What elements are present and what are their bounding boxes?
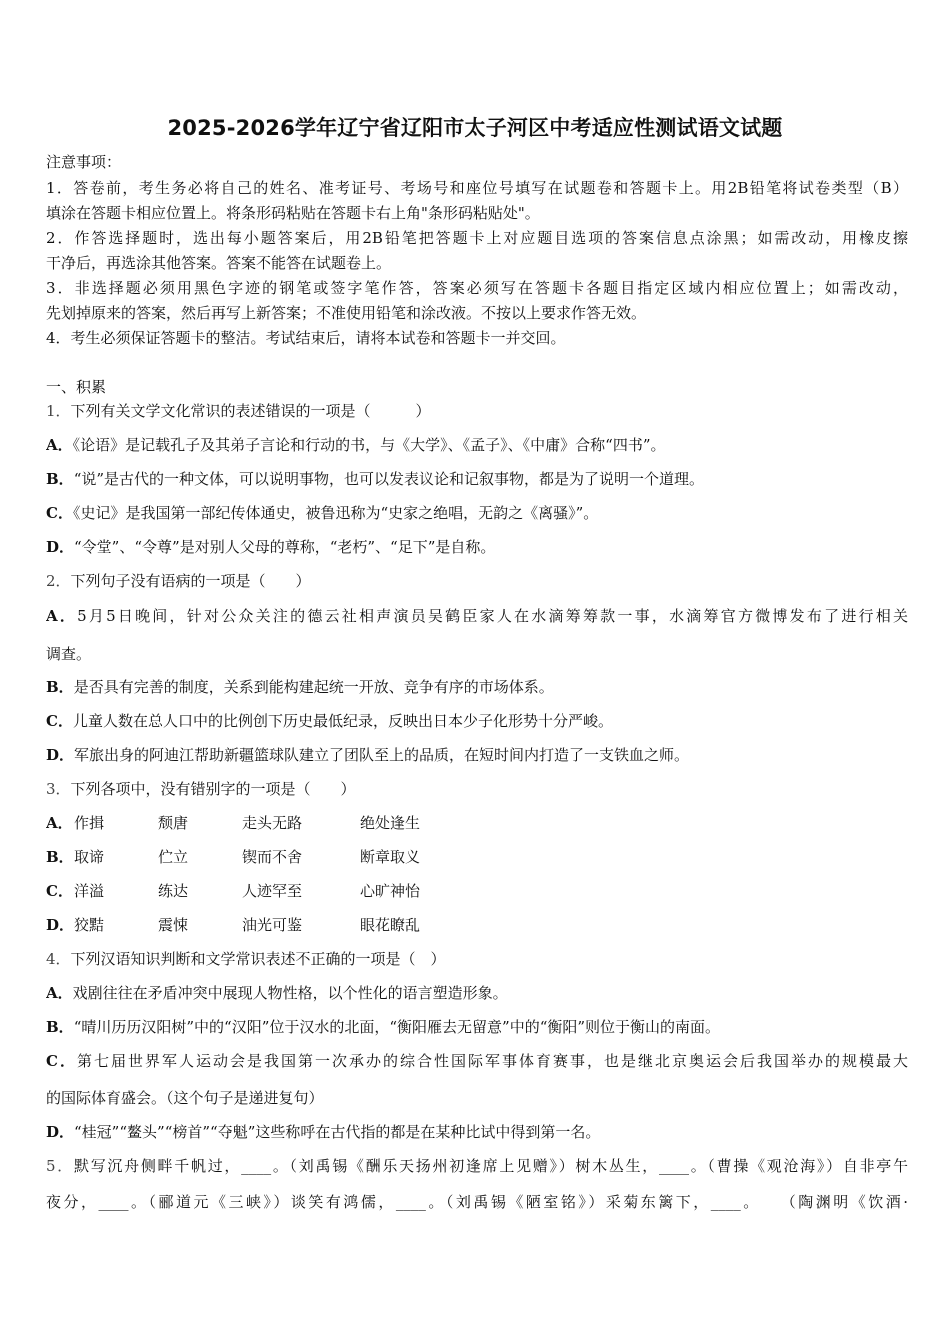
notice-item-3-line-2: 先划掉原来的答案，然后再写上新答案；不准使用铅笔和涂改液。不按以上要求作答无效。 [46, 304, 647, 322]
option-label: B． [46, 848, 74, 866]
option-text: “桂冠”“鳌头”“榜首”“夺魁”这些称呼在古代指的都是在某种比试中得到第一名。 [74, 1123, 601, 1141]
notice-item-2-line-2: 干净后，再选涂其他答案。答案不能答在试题卷上。 [46, 254, 392, 272]
q2-option-d [46, 745, 908, 765]
option-word: 眼花瞭乱 [360, 916, 421, 934]
question-1 [46, 401, 908, 421]
option-word: 震悚 [158, 916, 189, 934]
q4-option-d [46, 1122, 908, 1142]
option-word: 伫立 [158, 848, 189, 866]
option-word: 人迹罕至 [242, 882, 303, 900]
option-label: A． [46, 814, 73, 832]
question-2 [46, 571, 908, 591]
option-word: 心旷神怡 [360, 882, 421, 900]
notice-item-4: 4．考生必须保证答题卡的整洁。考试结束后，请将本试卷和答题卡一并交回。 [46, 329, 566, 347]
option-word: 油光可鉴 [242, 916, 303, 934]
question-number: 2． [46, 572, 71, 590]
option-label: C． [46, 504, 73, 522]
option-word: 洋溢 [74, 882, 105, 900]
question-number: 3． [46, 780, 71, 798]
notice-item-3-line-1: 3．非选择题必须用黑色字迹的钢笔或签字笔作答，答案必须写在答题卡各题目指定区域内相应位置上；如需改动， [46, 279, 908, 297]
question-5 [46, 1156, 908, 1176]
question-text-line-1: 默写沉舟侧畔千帆过，____。（刘禹锡《酬乐天扬州初逢席上见赠》）树木丛生，____。（曹操《观沧海》）自非亭午 [73, 1157, 908, 1175]
q1-option-c [46, 503, 908, 523]
option-word: 练达 [158, 882, 189, 900]
q2-option-c [46, 711, 908, 731]
option-text: 《论语》是记载孔子及其弟子言论和行动的书，与《大学》、《孟子》、《中庸》合称“四书”。 [72, 436, 666, 454]
question-stem: 下列汉语知识判断和文学常识表述不正确的一项是（ ） [70, 950, 446, 968]
option-text: “晴川历历汉阳树”中的“汉阳”位于汉水的北面，“衡阳雁去无留意”中的“衡阳”则位于衡山的南面。 [73, 1018, 721, 1036]
q2-option-a [46, 606, 908, 626]
option-text: 5月5日晚间，针对公众关注的德云社相声演员吴鹤臣家人在水滴筹筹款一事，水滴筹官方微博发布了进行相关 [77, 607, 908, 625]
question-stem: 下列有关文学文化常识的表述错误的一项是（ ） [70, 402, 431, 420]
question-3 [46, 779, 908, 799]
question-5-line-2: 夜分，____。（郦道元《三峡》）谈笑有鸿儒，____。（刘禹锡《陋室铭》）采菊东篱下，____。 （陶渊明《饮酒· [46, 1193, 908, 1211]
q1-option-a [46, 435, 908, 455]
option-label: D． [46, 916, 75, 934]
option-word: 取谛 [74, 848, 105, 866]
option-text: 《史记》是我国第一部纪传体通史，被鲁迅称为“史家之绝唱，无韵之《离骚》”。 [72, 504, 599, 522]
q3-option-d [46, 915, 908, 935]
notice-item-1-line-1: 1．答卷前，考生务必将自己的姓名、准考证号、考场号和座位号填写在试题卷和答题卡上。用2B铅笔将试卷类型（B） [46, 179, 908, 197]
question-number: 5． [46, 1157, 74, 1175]
option-text: 儿童人数在总人口中的比例创下历史最低纪录，反映出日本少子化形势十分严峻。 [72, 712, 613, 730]
option-word: 走头无路 [242, 814, 303, 832]
option-label: A． [46, 984, 73, 1002]
option-label: C． [46, 1052, 77, 1070]
option-word: 狡黠 [74, 916, 105, 934]
option-label: D． [46, 1123, 75, 1141]
question-4 [46, 949, 908, 969]
page-title: 2025-2026学年辽宁省辽阳市太子河区中考适应性测试语文试题 [167, 116, 783, 140]
option-text: 戏剧往往在矛盾冲突中展现人物性格，以个性化的语言塑造形象。 [72, 984, 508, 1002]
question-number: 4． [46, 950, 71, 968]
question-stem: 下列句子没有语病的一项是（ ） [70, 572, 311, 590]
notice-item-2-line-1: 2．作答选择题时，选出每小题答案后，用2B铅笔把答题卡上对应题目选项的答案信息点涂黑；如需改动，用橡皮擦 [46, 229, 908, 247]
option-text: 是否具有完善的制度，关系到能构建起统一开放、竞争有序的市场体系。 [73, 678, 554, 696]
q4-option-c-cont: 的国际体育盛会。（这个句子是递进复句） [46, 1089, 324, 1107]
q3-option-c [46, 881, 908, 901]
question-number: 1． [46, 402, 71, 420]
option-text: 军旅出身的阿迪江帮助新疆篮球队建立了团队至上的品质，在短时间内打造了一支铁血之师。 [74, 746, 690, 764]
q1-option-d [46, 537, 908, 557]
q2-option-a-cont: 调查。 [46, 645, 92, 663]
option-word: 锲而不舍 [242, 848, 303, 866]
q1-option-b [46, 469, 908, 489]
q3-option-b [46, 847, 908, 867]
option-label: B． [46, 470, 74, 488]
option-label: B． [46, 1018, 74, 1036]
option-text: “说”是古代的一种文体，可以说明事物，也可以发表议论和记叙事物，都是为了说明一个道理。 [73, 470, 705, 488]
option-label: A． [46, 607, 78, 625]
option-label: D． [46, 746, 75, 764]
option-word: 绝处逢生 [360, 814, 421, 832]
option-word: 断章取义 [360, 848, 421, 866]
option-label: D． [46, 538, 75, 556]
q3-option-a [46, 813, 908, 833]
option-text: “令堂”、“令尊”是对别人父母的尊称，“老朽”、“足下”是自称。 [74, 538, 496, 556]
q4-option-a [46, 983, 908, 1003]
option-label: C． [46, 882, 73, 900]
option-text: 第七届世界军人运动会是我国第一次承办的综合性国际军事体育赛事，也是继北京奥运会后我国举办的规模最大 [76, 1052, 908, 1070]
option-word: 作揖 [74, 814, 105, 832]
q4-option-b [46, 1017, 908, 1037]
notice-heading: 注意事项： [46, 153, 122, 171]
option-label: C． [46, 712, 73, 730]
notice-item-1-line-2: 填涂在答题卡相应位置上。将条形码粘贴在答题卡右上角"条形码粘贴处"。 [46, 204, 540, 222]
section-heading: 一、积累 [46, 378, 107, 396]
question-stem: 下列各项中，没有错别字的一项是（ ） [70, 780, 356, 798]
option-word: 颓唐 [158, 814, 189, 832]
q4-option-c [46, 1051, 908, 1071]
option-label: B． [46, 678, 74, 696]
option-label: A． [46, 436, 73, 454]
q2-option-b [46, 677, 908, 697]
